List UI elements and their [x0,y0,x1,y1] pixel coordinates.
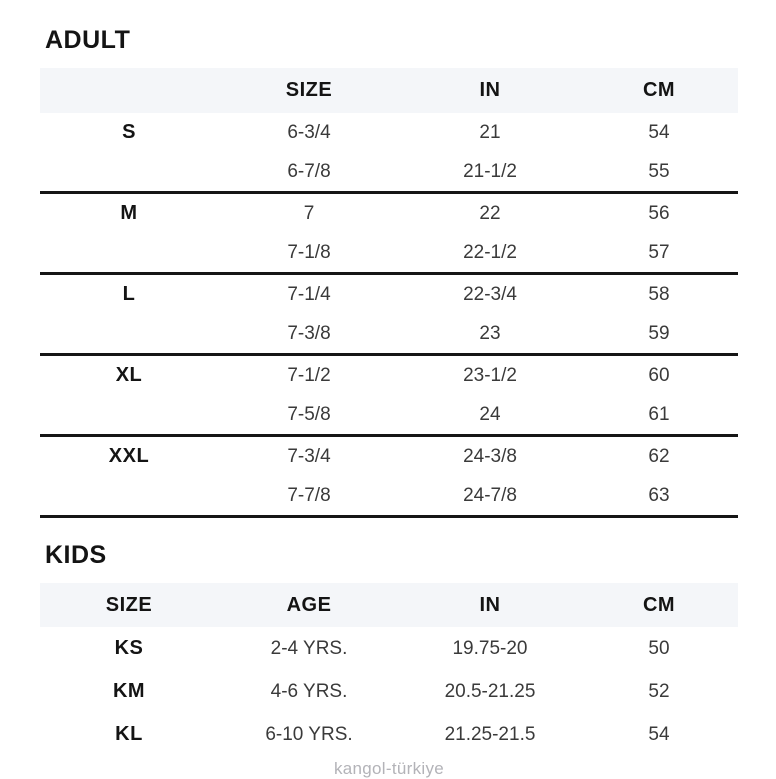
cm-value: 56 [648,202,670,224]
adult-header-cm: CM [642,79,676,101]
adult-group-xxl [40,437,738,518]
in-value: 24-3/8 [463,445,517,467]
table-row [40,113,738,152]
in-value: 21.25-21.5 [444,723,536,745]
age-value: 4-6 YRS. [270,680,348,702]
table-row [40,627,738,670]
size-label: L [122,283,136,305]
age-value: 2-4 YRS. [270,637,348,659]
in-value: 21-1/2 [463,160,517,182]
size-label: S [122,121,136,143]
in-value: 23 [479,322,501,344]
size-value: 7-1/4 [287,283,331,305]
cm-value: 58 [648,283,670,305]
cm-value: 52 [648,680,670,702]
table-row [40,233,738,272]
kids-size-table [40,583,738,756]
table-row [40,476,738,515]
in-value: 22 [479,202,501,224]
size-label: KS [114,637,144,659]
size-label: M [120,202,138,224]
size-value: 7-1/8 [287,241,331,263]
adult-group-xl [40,356,738,437]
table-row [40,670,738,713]
size-value: 7-3/4 [287,445,331,467]
adult-group-s [40,113,738,194]
kids-header-in: IN [479,593,501,616]
kids-section [40,541,738,756]
cm-value: 62 [648,445,670,467]
size-label: XL [115,364,143,386]
size-value: 6-7/8 [287,160,331,182]
cm-value: 60 [648,364,670,386]
adult-header-size: SIZE [285,79,333,101]
size-label: KL [115,723,143,745]
cm-value: 55 [648,160,670,182]
kids-table-header [40,583,738,627]
kids-header-size: SIZE [105,593,153,616]
size-value: 7 [303,202,315,224]
table-row [40,152,738,191]
kids-section-title: KIDS [45,541,107,569]
table-row [40,713,738,756]
age-value: 6-10 YRS. [265,723,353,745]
table-row [40,194,738,233]
in-value: 24-7/8 [463,484,517,506]
cm-value: 63 [648,484,670,506]
in-value: 23-1/2 [463,364,517,386]
adult-group-l [40,275,738,356]
table-row [40,314,738,353]
in-value: 24 [479,403,501,425]
cm-value: 61 [648,403,670,425]
table-row [40,437,738,476]
table-row [40,275,738,314]
kids-header-age: AGE [286,593,332,616]
cm-value: 57 [648,241,670,263]
cm-value: 54 [648,723,670,745]
cm-value: 50 [648,637,670,659]
site-watermark: kangol-türkiye [333,759,445,778]
size-value: 7-5/8 [287,403,331,425]
table-row [40,395,738,434]
kids-header-cm: CM [642,593,676,616]
adult-header-in: IN [479,79,501,101]
table-row [40,356,738,395]
adult-table-header [40,68,738,113]
in-value: 22-3/4 [463,283,517,305]
cm-value: 59 [648,322,670,344]
in-value: 20.5-21.25 [444,680,536,702]
size-value: 6-3/4 [287,121,331,143]
size-value: 7-7/8 [287,484,331,506]
size-label: KM [112,680,146,702]
size-label: XXL [108,445,150,467]
adult-size-table [40,68,738,518]
cm-value: 54 [648,121,670,143]
size-value: 7-3/8 [287,322,331,344]
in-value: 22-1/2 [463,241,517,263]
size-value: 7-1/2 [287,364,331,386]
adult-section-title: ADULT [45,26,131,54]
adult-group-m [40,194,738,275]
in-value: 19.75-20 [452,637,528,659]
in-value: 21 [479,121,501,143]
